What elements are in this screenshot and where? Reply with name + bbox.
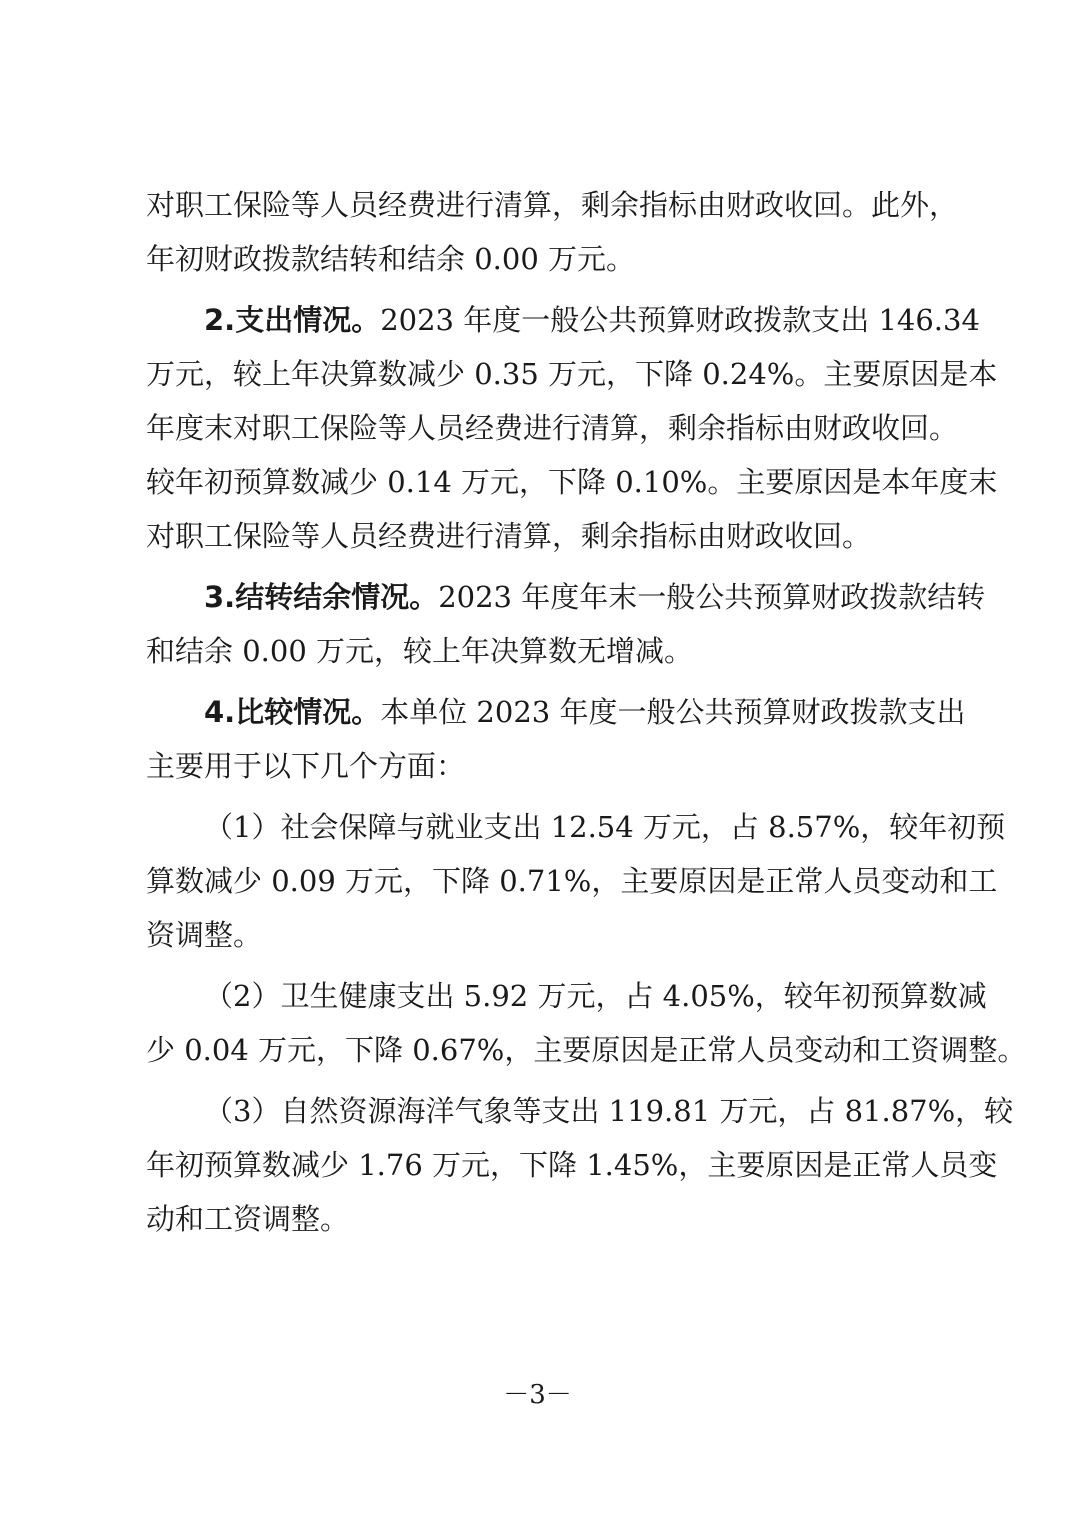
paragraph-carryover xyxy=(146,570,986,678)
paragraph-item-3 xyxy=(146,1084,1014,1246)
text-segment: 本单位 2023 年度一般公共预算财政拨款支出 xyxy=(380,695,966,729)
document-body xyxy=(146,178,1027,1253)
paragraph-item-1 xyxy=(146,800,1006,962)
text-line: 年度末对职工保险等人员经费进行清算，剩余指标由财政收回。 xyxy=(146,411,959,445)
text-line: 年初财政拨款结转和结余 0.00 万元。 xyxy=(146,242,636,276)
page-number: －3－ xyxy=(503,1380,572,1410)
text-line: 万元，较上年决算数减少 0.35 万元，下降 0.24%。主要原因是本 xyxy=(146,357,998,391)
text-line xyxy=(146,293,980,347)
section-heading: 3.结转结余情况。 xyxy=(204,580,439,614)
text-line: 对职工保险等人员经费进行清算，剩余指标由财政收回。此外， xyxy=(146,188,959,222)
paragraph-expenditure xyxy=(146,293,998,563)
paragraph-item-2 xyxy=(146,969,1027,1077)
paragraph-comparison xyxy=(146,685,966,793)
text-line: 较年初预算数减少 0.14 万元，下降 0.10%。主要原因是本年度末 xyxy=(146,465,998,499)
text-line: 资调整。 xyxy=(146,918,263,952)
section-heading: 4.比较情况。 xyxy=(204,695,381,729)
section-heading: 2.支出情况。 xyxy=(204,303,381,337)
text-line: 算数减少 0.09 万元，下降 0.71%，主要原因是正常人员变动和工 xyxy=(146,864,998,898)
text-line: （2）卫生健康支出 5.92 万元，占 4.05%，较年初预算数减 xyxy=(204,979,987,1013)
text-line xyxy=(146,685,966,739)
text-line: 对职工保险等人员经费进行清算，剩余指标由财政收回。 xyxy=(146,519,872,553)
text-segment: 2023 年度年末一般公共预算财政拨款结转 xyxy=(438,580,986,614)
paragraph-continuation xyxy=(146,178,959,286)
text-line: （3）自然资源海洋气象等支出 119.81 万元，占 81.87%，较 xyxy=(204,1094,1014,1128)
text-line: 动和工资调整。 xyxy=(146,1202,350,1236)
text-line: （1）社会保障与就业支出 12.54 万元，占 8.57%，较年初预 xyxy=(204,810,1006,844)
text-line: 和结余 0.00 万元，较上年决算数无增减。 xyxy=(146,634,694,668)
text-line: 年初预算数减少 1.76 万元，下降 1.45%，主要原因是正常人员变 xyxy=(146,1148,998,1182)
text-line: 少 0.04 万元，下降 0.67%，主要原因是正常人员变动和工资调整。 xyxy=(146,1033,1027,1067)
text-segment: 2023 年度一般公共预算财政拨款支出 146.34 xyxy=(380,303,980,337)
text-line xyxy=(146,570,986,624)
text-line: 主要用于以下几个方面： xyxy=(146,749,466,783)
